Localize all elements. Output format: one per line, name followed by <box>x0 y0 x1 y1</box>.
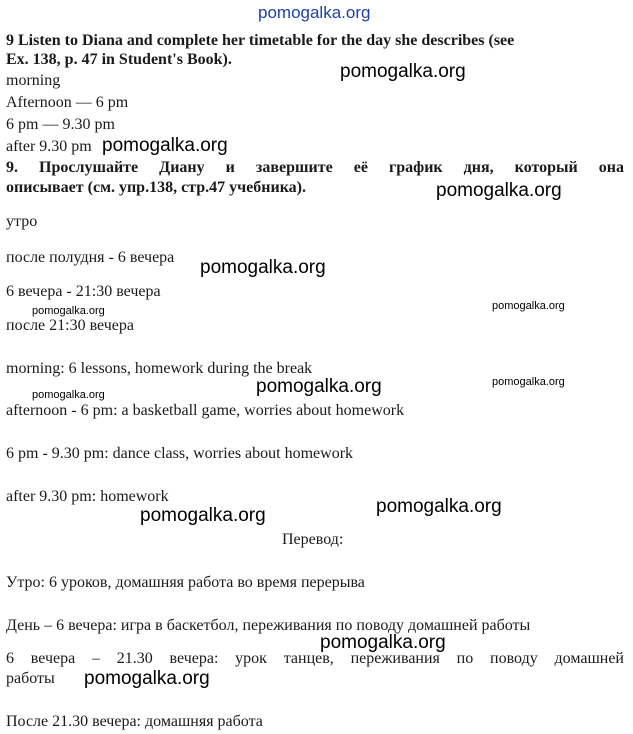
answer-morning: morning: 6 lessons, homework during the break <box>6 360 313 377</box>
watermark: pomogalka.org <box>32 389 105 401</box>
watermark: pomogalka.org <box>492 300 565 312</box>
en-row-afternoon: Afternoon — 6 pm <box>6 94 129 111</box>
site-header-logo[interactable]: pomogalka.org <box>258 3 371 22</box>
watermark: pomogalka.org <box>436 180 562 201</box>
watermark: pomogalka.org <box>492 376 565 388</box>
en-row-morning: morning <box>6 72 61 89</box>
en-task-heading-line2: Ex. 138, p. 47 in Student's Book). <box>6 51 232 68</box>
watermark: pomogalka.org <box>376 496 502 517</box>
watermark: pomogalka.org <box>256 376 382 397</box>
translation-line-evening: 6 вечера – 21.30 вечера: урок танцев, переживания по поводу домашней <box>6 650 624 667</box>
watermark: pomogalka.org <box>320 632 446 653</box>
ru-row-morning: утро <box>6 213 38 230</box>
en-row-evening: 6 pm — 9.30 pm <box>6 116 115 133</box>
watermark: pomogalka.org <box>340 61 466 82</box>
ru-task-heading-line1: 9. Прослушайте Диану и завершите её график дня, который она <box>6 159 624 176</box>
ru-row-evening: 6 вечера - 21:30 вечера <box>6 283 161 300</box>
translation-line-day: День – 6 вечера: игра в баскетбол, переживания по поводу домашней работы <box>6 617 531 634</box>
translation-line-night: После 21.30 вечера: домашняя работа <box>6 713 263 730</box>
watermark: pomogalka.org <box>200 257 326 278</box>
ru-task-heading-line2: описывает (см. упр.138, стр.47 учебника). <box>6 179 306 196</box>
translation-title: Перевод: <box>282 531 344 548</box>
translation-line-morning: Утро: 6 уроков, домашняя работа во время перерыва <box>6 574 365 591</box>
translation-line-evening-cont: работы <box>6 670 55 687</box>
watermark: pomogalka.org <box>102 135 228 156</box>
answer-evening: 6 pm - 9.30 pm: dance class, worries about homework <box>6 445 354 462</box>
ru-row-night: после 21:30 вечера <box>6 317 135 334</box>
answer-afternoon: afternoon - 6 pm: a basketball game, worries about homework <box>6 402 405 419</box>
answer-night: after 9.30 pm: homework <box>6 488 169 505</box>
ru-row-afternoon: после полудня - 6 вечера <box>6 249 175 266</box>
en-task-heading-line1: 9 Listen to Diana and complete her timetable for the day she describes (see <box>6 32 515 49</box>
watermark: pomogalka.org <box>140 505 266 526</box>
en-row-night: after 9.30 pm <box>6 138 92 155</box>
watermark: pomogalka.org <box>32 305 105 317</box>
watermark: pomogalka.org <box>84 668 210 689</box>
